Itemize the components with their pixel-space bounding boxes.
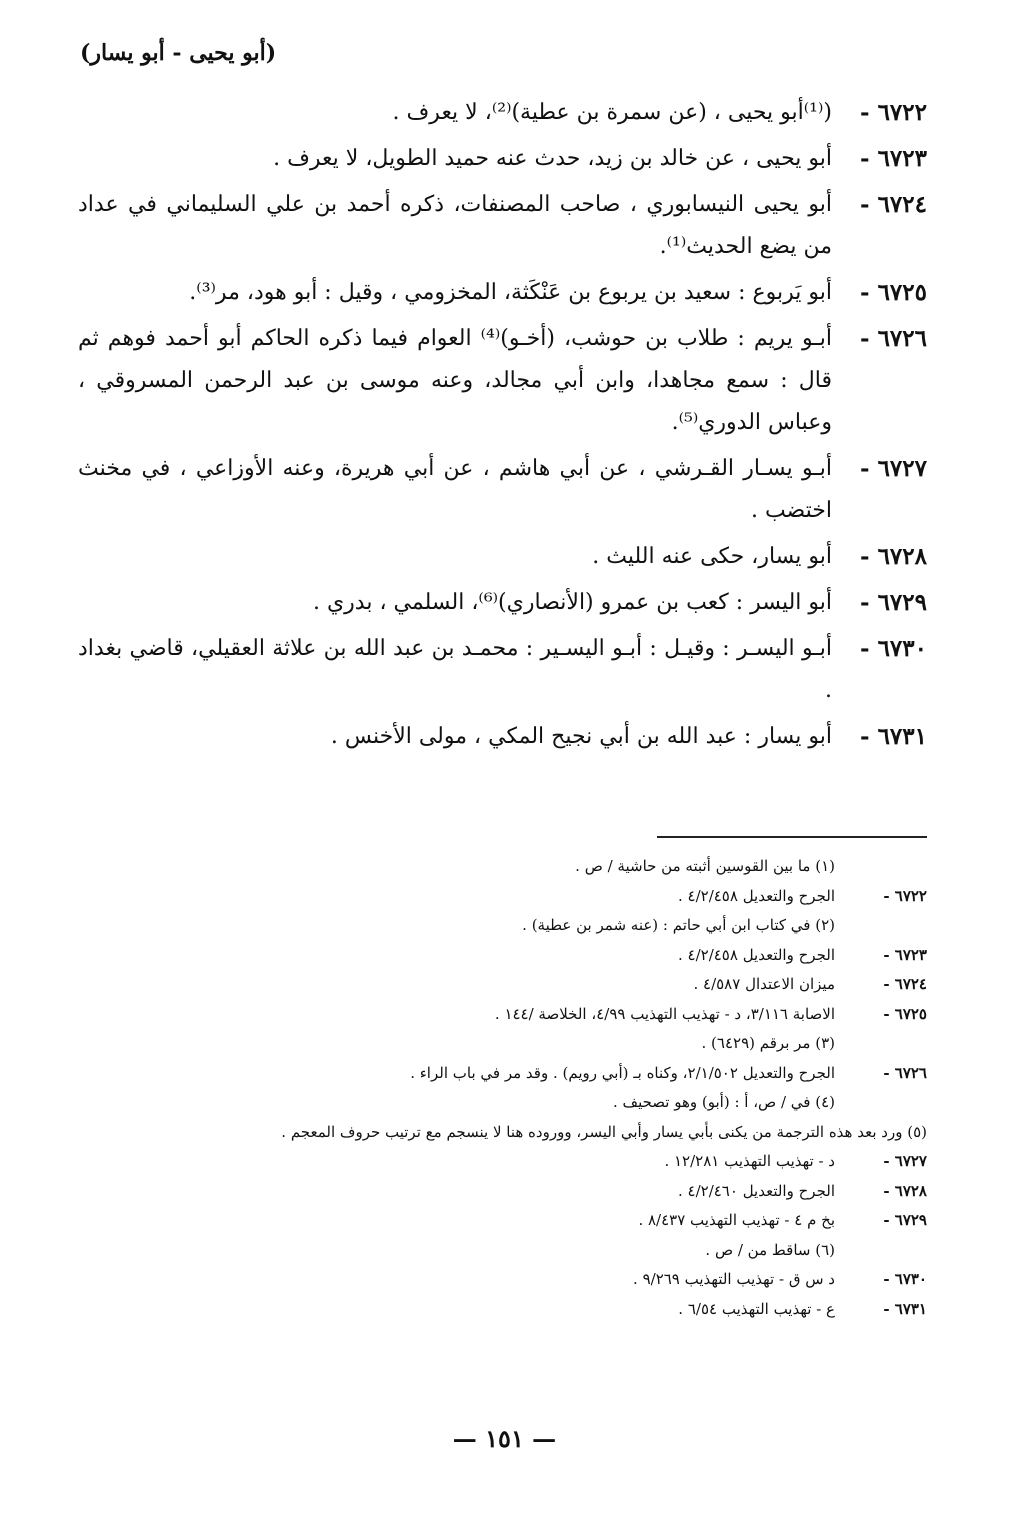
entries-list bbox=[78, 92, 927, 762]
entry-text: (⁽¹⁾أبو يحيى ، (عن سمرة بن عطية)⁽²⁾، لا يعرف . bbox=[392, 100, 832, 125]
entry bbox=[78, 582, 927, 624]
entry-number: ٦٧٢٩ - bbox=[860, 589, 927, 616]
source-note bbox=[130, 941, 927, 971]
entry-number: ٦٧٢٥ - bbox=[860, 279, 927, 306]
entry-number: ٦٧٢٧ - bbox=[860, 455, 927, 482]
page-number: — ١٥١ — bbox=[452, 1424, 557, 1453]
entry-number: ٦٧٣١ - bbox=[860, 723, 927, 750]
source-note bbox=[130, 1147, 927, 1177]
note-text: د س ق - تهذيب التهذيب ٩/٢٦٩ . bbox=[633, 1270, 835, 1288]
note-text: ع - تهذيب التهذيب ٦/٥٤ . bbox=[678, 1299, 835, 1318]
note-number: ٦٧٢٣ - bbox=[883, 945, 927, 964]
footnote bbox=[130, 1118, 927, 1148]
entry-text: أبو يحيى النيسابوري ، صاحب المصنفات، ذكره أحمد بن علي السليماني في عداد من يضع الحديث⁽¹⁾. bbox=[78, 192, 832, 259]
note-number: ٦٧٢٦ - bbox=[883, 1063, 927, 1082]
entry-text: أبو يَربوع : سعيد بن يربوع بن عَنْكَثة، المخزومي ، وقيل : أبو هود، مر⁽³⁾. bbox=[189, 280, 832, 305]
note-number: ٦٧٣١ - bbox=[883, 1299, 927, 1318]
source-note bbox=[130, 1000, 927, 1030]
footnote bbox=[130, 1088, 927, 1118]
note-number: ٦٧٢٤ - bbox=[883, 975, 927, 993]
entry-text: أبـو يريم : طلاب بن حوشب، (أخـو)⁽⁴⁾ العوام فيما ذكره الحاكم أبو أحمد فوهم ثم قال : سمع مجاهدا، وابن أبي مجالد، وعنه موسى بن عبد الرحمن المسروقي ، وعباس الدوري⁽⁵⁾. bbox=[78, 326, 832, 435]
source-note bbox=[130, 970, 927, 1000]
note-text: (٦) ساقط من / ص . bbox=[705, 1240, 835, 1259]
entry-text: أبو اليسر : كعب بن عمرو (الأنصاري)⁽⁶⁾، السلمي ، بدري . bbox=[312, 590, 832, 615]
note-text: الاصابة ٣/١١٦، د - تهذيب التهذيب ٤/٩٩، الخلاصة /١٤٤ . bbox=[494, 1004, 835, 1023]
source-note bbox=[130, 882, 927, 912]
entry bbox=[78, 318, 927, 444]
source-note bbox=[130, 1059, 927, 1089]
entry bbox=[78, 536, 927, 578]
entry bbox=[78, 628, 927, 712]
entry bbox=[78, 272, 927, 314]
note-text: بخ م ٤ - تهذيب التهذيب ٨/٤٣٧ . bbox=[638, 1211, 835, 1229]
note-number: ٦٧٢٩ - bbox=[883, 1211, 927, 1229]
note-number: ٦٧٢٥ - bbox=[883, 1004, 927, 1023]
note-number: ٦٧٣٠ - bbox=[883, 1270, 927, 1288]
entry-number: ٦٧٢٢ - bbox=[860, 99, 927, 126]
source-note bbox=[130, 1295, 927, 1325]
note-number: ٦٧٢٢ - bbox=[883, 886, 927, 905]
entry-number: ٦٧٢٣ - bbox=[860, 145, 927, 172]
footnotes-list bbox=[130, 852, 927, 1324]
note-text: الجرح والتعديل ٤/٢/٤٥٨ . bbox=[677, 886, 835, 905]
footnote bbox=[130, 1029, 927, 1059]
note-text: الجرح والتعديل ٢/١/٥٠٢، وكناه بـ (أبي رويم) . وقد مر في باب الراء . bbox=[410, 1063, 835, 1082]
source-note bbox=[130, 1206, 927, 1236]
note-number bbox=[835, 911, 927, 941]
entry-number: ٦٧٢٨ - bbox=[860, 543, 927, 570]
entry-number: ٦٧٣٠ - bbox=[860, 635, 927, 662]
footnote bbox=[130, 852, 927, 882]
note-text: (٥) ورد بعد هذه الترجمة من يكنى بأبي يسار وأبي اليسر، ووروده هنا لا ينسجم مع ترتيب حروف المعجم . bbox=[281, 1122, 927, 1141]
entry-number: ٦٧٢٦ - bbox=[860, 325, 927, 352]
entry bbox=[78, 92, 927, 134]
note-number bbox=[835, 1236, 927, 1266]
note-text: الجرح والتعديل ٤/٢/٤٥٨ . bbox=[677, 945, 835, 964]
entry bbox=[78, 716, 927, 758]
footnote-rule bbox=[657, 836, 927, 838]
running-head: (أبو يحيى - أبو يسار) bbox=[80, 40, 277, 66]
note-number bbox=[835, 1088, 927, 1118]
footnote bbox=[130, 911, 927, 941]
entry-number: ٦٧٢٤ - bbox=[860, 191, 927, 218]
entry-text: أبـو يسـار القـرشي ، عن أبي هاشم ، عن أبي هريرة، وعنه الأوزاعي ، في مخنث اختضب . bbox=[78, 456, 832, 523]
note-number: ٦٧٢٧ - bbox=[883, 1152, 927, 1170]
note-text: (٢) في كتاب ابن أبي حاتم : (عنه شمر بن عطية) . bbox=[522, 916, 835, 934]
note-text: ميزان الاعتدال ٤/٥٨٧ . bbox=[693, 975, 835, 993]
note-text: (٣) مر برقم (٦٤٢٩) . bbox=[701, 1034, 835, 1052]
entry bbox=[78, 448, 927, 532]
source-note bbox=[130, 1177, 927, 1207]
source-note bbox=[130, 1265, 927, 1295]
note-text: (٤) في / ص، أ : (أبو) وهو تصحيف . bbox=[613, 1093, 835, 1111]
entry-text: أبو يسار : عبد الله بن أبي نجيح المكي ، مولى الأخنس . bbox=[330, 724, 832, 749]
note-text: د - تهذيب التهذيب ١٢/٢٨١ . bbox=[664, 1152, 835, 1170]
entry-text: أبو يحيى ، عن خالد بن زيد، حدث عنه حميد الطويل، لا يعرف . bbox=[273, 146, 832, 171]
note-text: (١) ما بين القوسين أثبته من حاشية / ص . bbox=[575, 857, 835, 875]
note-text: الجرح والتعديل ٤/٢/٤٦٠ . bbox=[677, 1181, 835, 1200]
note-number bbox=[835, 1029, 927, 1059]
entry bbox=[78, 184, 927, 268]
entry-text: أبو يسار، حكى عنه الليث . bbox=[592, 544, 832, 569]
footnote bbox=[130, 1236, 927, 1266]
note-number: ٦٧٢٨ - bbox=[883, 1181, 927, 1200]
note-number bbox=[835, 852, 927, 882]
entry-text: أبـو اليسـر : وقيـل : أبـو اليسـير : محمـد بن عبد الله بن علاثة العقيلي، قاضي بغداد . bbox=[78, 636, 832, 703]
entry bbox=[78, 138, 927, 180]
